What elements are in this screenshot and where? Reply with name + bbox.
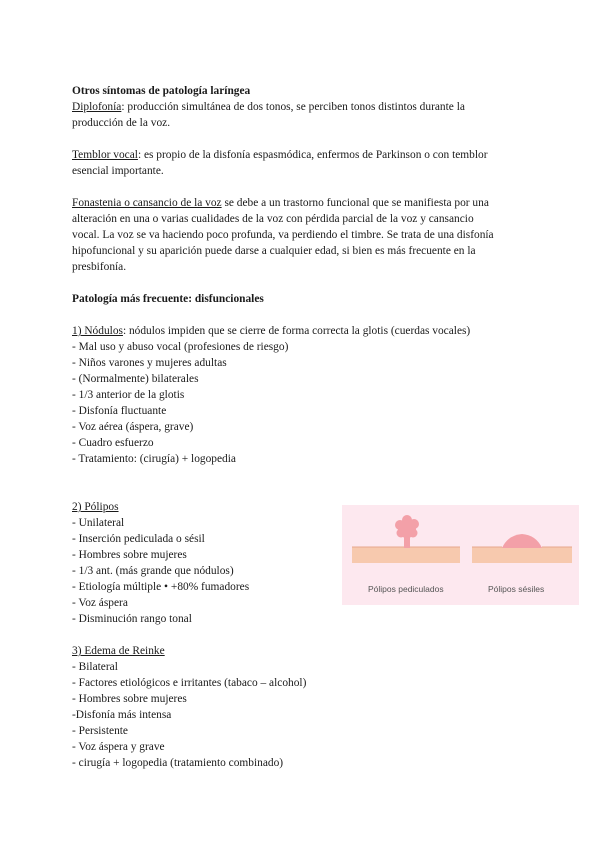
list-item: - Cuadro esfuerzo (72, 437, 154, 449)
text: : nódulos impiden que se cierre de forma correcta la glotis (cuerdas vocales) (122, 325, 471, 337)
section-heading-patologia: Patología más frecuente: disfuncionales (72, 293, 264, 305)
text: : es propio de la disfonía espasmódica, enfermos de Parkinson o con temblor (137, 149, 488, 161)
paragraph-temblor (72, 147, 532, 163)
polyp-illustration (342, 505, 579, 605)
list-item: - (Normalmente) bilaterales (72, 373, 199, 385)
text-line: producción de la voz. (72, 117, 171, 129)
list-item: - Disminución rango tonal (72, 613, 192, 625)
term-temblor-vocal: Temblor vocal (72, 149, 138, 161)
tissue-left (352, 547, 460, 563)
edema-title: 3) Edema de Reinke (72, 645, 165, 657)
list-item: - Niños varones y mujeres adultas (72, 357, 227, 369)
polipos-title: 2) Pólipos (72, 501, 119, 513)
text-line: hipofuncional y su aparición puede darse a cualquier edad, si bien es más frecuente en la (72, 245, 476, 257)
text: : producción simultánea de dos tonos, se perciben tonos distintos durante la (121, 101, 465, 113)
text-line: vocal. La voz se va haciendo poco profunda, va perdiendo el timbre. Se trata de una disfonía (72, 229, 494, 241)
sessile-polyp (502, 534, 542, 548)
list-item: - cirugía + logopedia (tratamiento combinado) (72, 757, 284, 769)
list-item: - Hombres sobre mujeres (72, 549, 187, 561)
list-item: - Voz áspera y grave (72, 741, 165, 753)
list-item: - Hombres sobre mujeres (72, 693, 187, 705)
document-body (72, 83, 532, 771)
list-item: - Bilateral (72, 661, 118, 673)
list-item: - 1/3 ant. (más grande que nódulos) (72, 565, 234, 577)
paragraph-diplofonia (72, 99, 532, 115)
list-item: - Mal uso y abuso vocal (profesiones de riesgo) (72, 341, 289, 353)
list-item: - Etiología múltiple • +80% fumadores (72, 581, 250, 593)
text-line: presbifonía. (72, 261, 127, 273)
list-item: - Factores etiológicos e irritantes (tabaco – alcohol) (72, 677, 307, 689)
text-line: esencial importante. (72, 165, 164, 177)
section-heading-otros-sintomas: Otros síntomas de patología laríngea (72, 85, 251, 97)
list-item: - 1/3 anterior de la glotis (72, 389, 185, 401)
nodulos-title: 1) Nódulos (72, 325, 123, 337)
list-item: - Persistente (72, 725, 128, 737)
label-pediculados: Pólipos pediculados (368, 584, 444, 594)
text: se debe a un trastorno funcional que se manifiesta por una (221, 197, 489, 209)
list-item: - Disfonía fluctuante (72, 405, 167, 417)
pedunculated-polyp-head (395, 515, 419, 538)
term-diplofonia: Diplofonía (72, 101, 122, 113)
nodulos-title-line (72, 323, 532, 339)
list-item: - Voz aérea (áspera, grave) (72, 421, 194, 433)
term-fonastenia: Fonastenia o cansancio de la voz (72, 197, 222, 209)
tissue-right (472, 547, 572, 563)
list-item: - Unilateral (72, 517, 125, 529)
label-sesiles: Pólipos sésiles (488, 584, 545, 594)
list-item: -Disfonía más intensa (72, 709, 172, 721)
list-item: - Tratamiento: (cirugía) + logopedia (72, 453, 236, 465)
list-item: - Voz áspera (72, 597, 128, 609)
paragraph-fonastenia (72, 195, 532, 211)
text-line: alteración en una o varias cualidades de la voz con pérdida parcial de la voz y cansancio (72, 213, 474, 225)
list-item: - Inserción pediculada o sésil (72, 533, 205, 545)
